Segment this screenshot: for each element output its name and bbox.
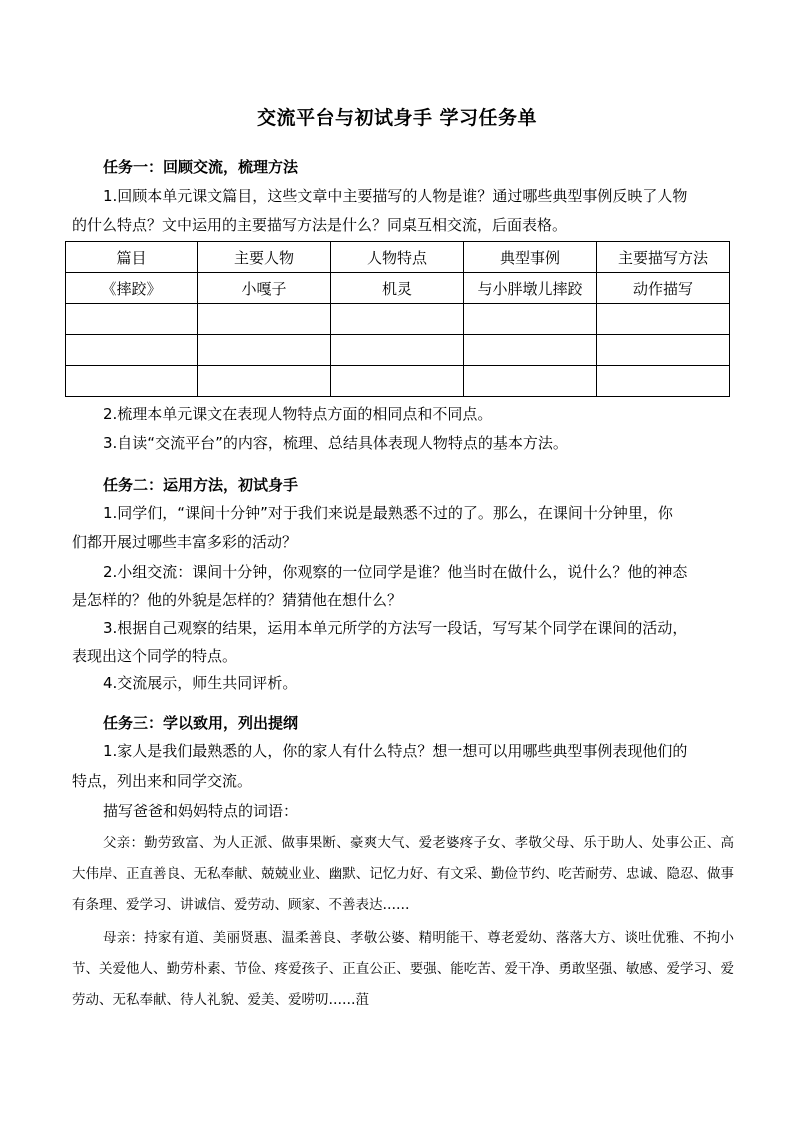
table-header-cell: 人物特点 (331, 242, 464, 273)
table-cell-empty[interactable] (464, 335, 597, 366)
mother-traits-text: 母亲：持家有道、美丽贤惠、温柔善良、孝敬公婆、精明能干、尊老爱幼、落落大方、谈吐优雅、不拘小节、关爱他人、勤劳朴素、节俭、疼爱孩子、正直公正、要强、能吃苦、爱干净、勇敢坚强、敏感、爱学习、爱劳动、无私奉献、待人礼貌、爱美、爱唠叨……菹 (72, 930, 734, 1008)
table-header-cell: 主要人物 (198, 242, 331, 273)
task1-item3: 3.自读“交流平台”的内容，梳理、总结具体表现人物特点的基本方法。 (103, 434, 568, 452)
father-traits-paragraph (72, 828, 734, 921)
task1-item2: 2.梳理本单元课文在表现人物特点方面的相同点和不同点。 (103, 405, 493, 423)
table-cell: 小嘎子 (198, 273, 331, 304)
table-cell-empty[interactable] (198, 304, 331, 335)
task1-item1-line1: 1.回顾本单元课文篇目，这些文章中主要描写的人物是谁？通过哪些典型事例反映了人物 (103, 187, 688, 205)
table-row (66, 273, 730, 304)
table-header-cell: 主要描写方法 (597, 242, 730, 273)
table-row (66, 366, 730, 397)
table-cell-empty[interactable] (331, 366, 464, 397)
task3-item1-line1: 1.家人是我们最熟悉的人，你的家人有什么特点？想一想可以用哪些典型事例表现他们的 (103, 742, 688, 760)
page-title: 交流平台与初试身手 学习任务单 (256, 107, 538, 129)
table-cell-empty[interactable] (198, 335, 331, 366)
table-cell-empty[interactable] (66, 335, 198, 366)
table-cell-empty[interactable] (66, 304, 198, 335)
table-cell-empty[interactable] (66, 366, 198, 397)
table-cell-empty[interactable] (464, 366, 597, 397)
table-cell: 机灵 (331, 273, 464, 304)
table-cell-empty[interactable] (464, 304, 597, 335)
task2-item2-line2: 是怎样的？他的外貌是怎样的？猜猜他在想什么？ (72, 591, 403, 609)
task1-item1-line2: 的什么特点？文中运用的主要描写方法是什么？同桌互相交流，后面表格。 (72, 216, 568, 234)
table-cell: 动作描写 (597, 273, 730, 304)
task3-item1-line2: 特点，列出来和同学交流。 (72, 772, 253, 790)
table-header-cell: 典型事例 (464, 242, 597, 273)
task2-item3-line2: 表现出这个同学的特点。 (72, 647, 238, 665)
father-traits-text: 父亲：勤劳致富、为人正派、做事果断、豪爽大气、爱老婆疼子女、孝敬父母、乐于助人、处事公正、高大伟岸、正直善良、无私奉献、兢兢业业、幽默、记忆力好、有文采、勤俭节约、吃苦耐劳、忠诚、隐忍、做事有条理、爱学习、讲诚信、爱劳动、顾家、不善表达…… (72, 835, 734, 913)
table-cell-empty[interactable] (597, 335, 730, 366)
task2-item1-line2: 们都开展过哪些丰富多彩的活动？ (72, 533, 298, 551)
table-cell: 《摔跤》 (66, 273, 198, 304)
table-row (66, 335, 730, 366)
table-header-row (66, 242, 730, 273)
table-cell: 与小胖墩儿摔跤 (464, 273, 597, 304)
summary-table (65, 241, 730, 397)
table-cell-empty[interactable] (597, 366, 730, 397)
task2-item4: 4.交流展示，师生共同评析。 (103, 674, 298, 692)
task2-item2-line1: 2.小组交流：课间十分钟，你观察的一位同学是谁？他当时在做什么，说什么？他的神态 (103, 563, 688, 581)
mother-traits-paragraph (72, 923, 734, 1016)
table-cell-empty[interactable] (331, 335, 464, 366)
table-header-cell: 篇目 (66, 242, 198, 273)
task2-item1-line1: 1.同学们，“课间十分钟”对于我们来说是最熟悉不过的了。那么，在课间十分钟里，你 (103, 504, 673, 522)
table-row (66, 304, 730, 335)
words-intro: 描写爸爸和妈妈特点的词语： (103, 802, 299, 820)
task3-heading: 任务三：学以致用，列出提纲 (103, 714, 299, 732)
table-cell-empty[interactable] (331, 304, 464, 335)
task2-heading: 任务二：运用方法，初试身手 (103, 476, 299, 494)
table-cell-empty[interactable] (597, 304, 730, 335)
table-cell-empty[interactable] (198, 366, 331, 397)
task1-heading: 任务一：回顾交流，梳理方法 (103, 158, 299, 176)
task2-item3-line1: 3.根据自己观察的结果，运用本单元所学的方法写一段话，写写某个同学在课间的活动， (103, 619, 688, 637)
